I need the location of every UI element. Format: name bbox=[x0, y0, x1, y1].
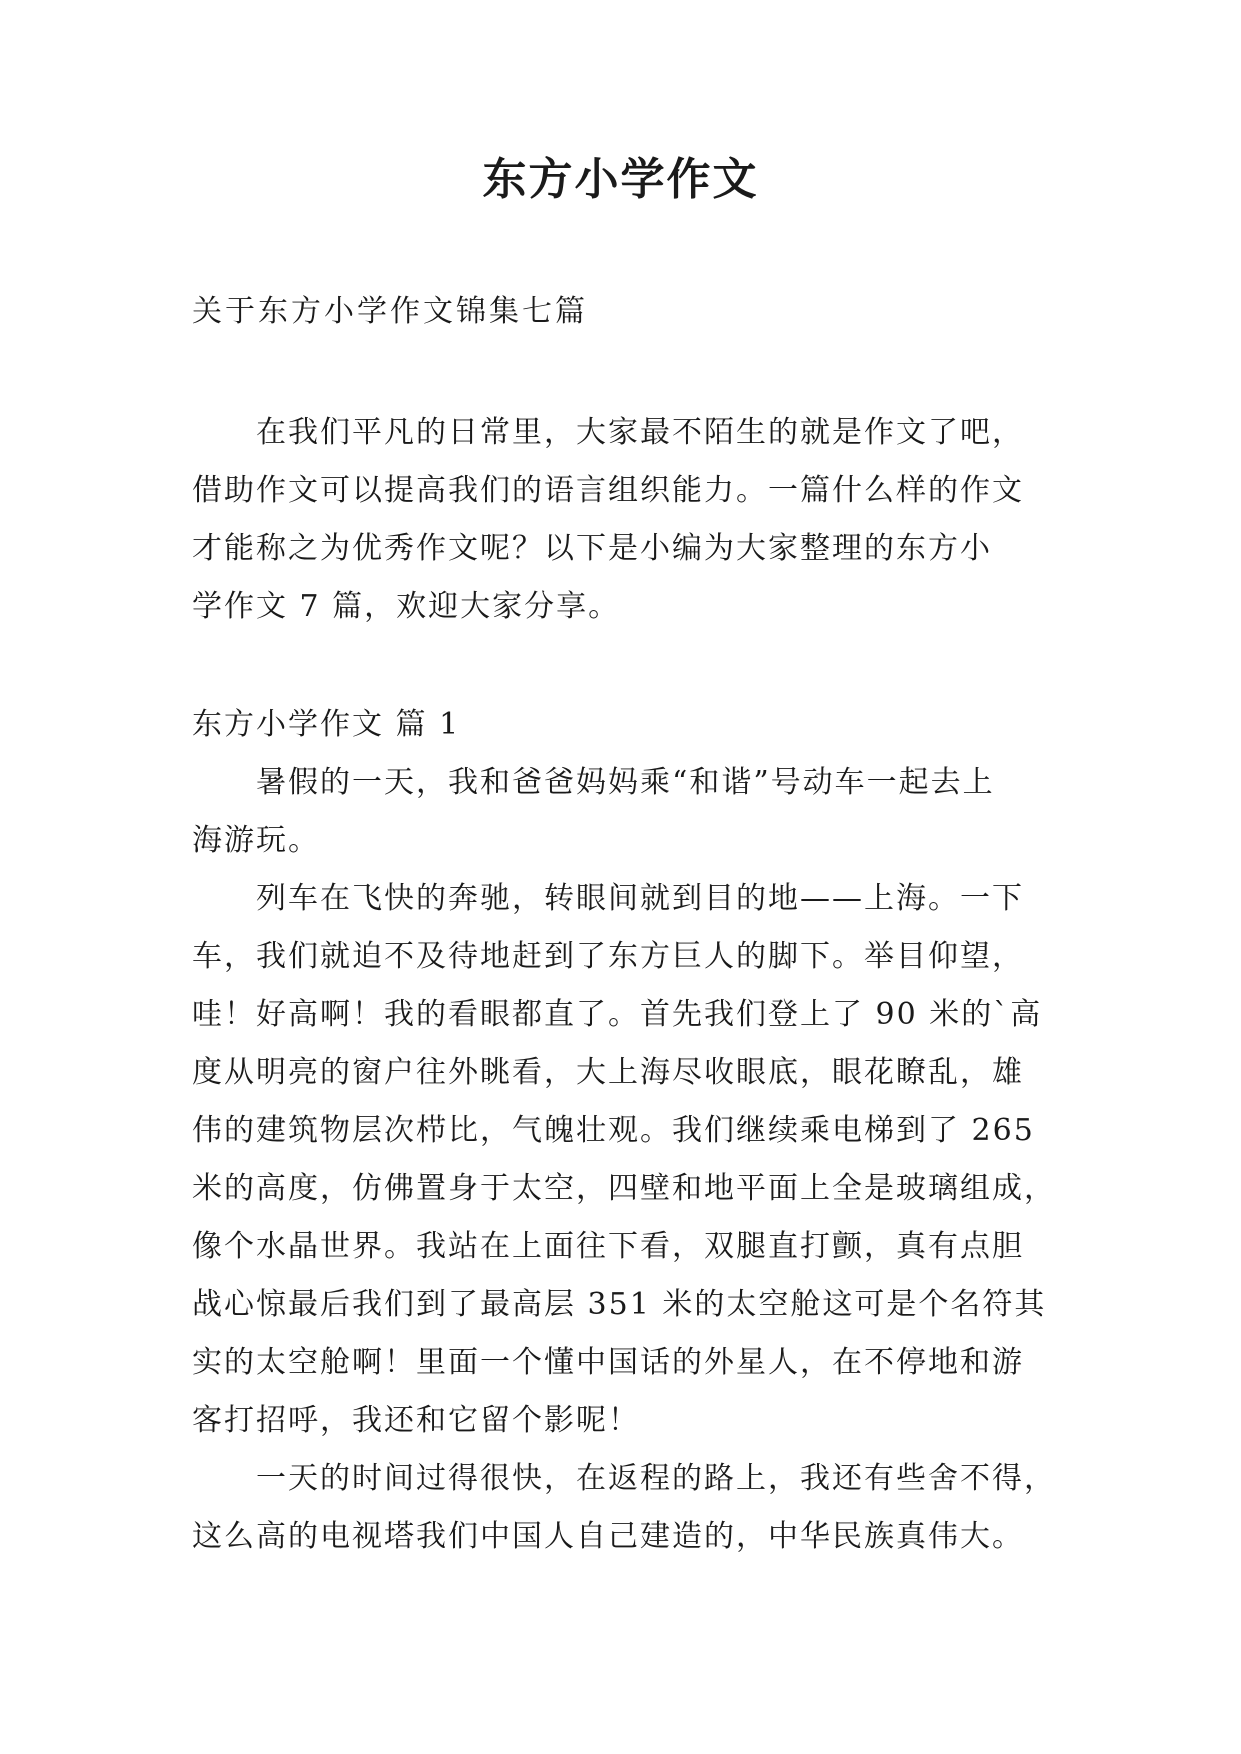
paragraph-line: 米的高度，仿佛置身于太空，四壁和地平面上全是玻璃组成， bbox=[192, 1171, 1056, 1206]
intro-line: 借助作文可以提高我们的语言组织能力。一篇什么样的作文 bbox=[192, 473, 1024, 508]
paragraph-line: 伟的建筑物层次栉比，气魄壮观。我们继续乘电梯到了 265 bbox=[192, 1113, 1035, 1148]
paragraph-line: 哇！好高啊！我的看眼都直了。首先我们登上了 90 米的`高 bbox=[192, 997, 1043, 1032]
paragraph-line: 这么高的电视塔我们中国人自己建造的，中华民族真伟大。 bbox=[192, 1519, 1024, 1554]
paragraph-line: 像个水晶世界。我站在上面往下看，双腿直打颤，真有点胆 bbox=[192, 1229, 1024, 1264]
paragraph-line: 度从明亮的窗户往外眺看，大上海尽收眼底，眼花瞭乱，雄 bbox=[192, 1055, 1024, 1090]
paragraph-line: 实的太空舱啊！里面一个懂中国话的外星人，在不停地和游 bbox=[192, 1345, 1024, 1380]
intro-line: 学作文 7 篇，欢迎大家分享。 bbox=[192, 589, 621, 624]
paragraph-line: 车，我们就迫不及待地赶到了东方巨人的脚下。举目仰望， bbox=[192, 939, 1024, 974]
essay-paragraph bbox=[192, 870, 1072, 1450]
intro-line: 才能称之为优秀作文呢？以下是小编为大家整理的东方小 bbox=[192, 531, 992, 566]
intro-paragraph bbox=[192, 404, 1072, 636]
paragraph-line: 一天的时间过得很快，在返程的路上，我还有些舍不得， bbox=[256, 1461, 1056, 1496]
intro-line: 在我们平凡的日常里，大家最不陌生的就是作文了吧， bbox=[256, 415, 1024, 450]
paragraph-line: 暑假的一天，我和爸爸妈妈乘“和谐”号动车一起去上 bbox=[256, 765, 995, 800]
document-subtitle: 关于东方小学作文锦集七篇 bbox=[192, 294, 588, 329]
paragraph-line: 客打招呼，我还和它留个影呢！ bbox=[192, 1403, 640, 1438]
paragraph-line: 战心惊最后我们到了最高层 351 米的太空舱这可是个名符其 bbox=[192, 1287, 1047, 1322]
essay-paragraph bbox=[192, 754, 1072, 870]
paragraph-line: 列车在飞快的奔驰，转眼间就到目的地——上海。一下 bbox=[256, 881, 1024, 916]
document-title: 东方小学作文 bbox=[482, 154, 759, 205]
essay-paragraph bbox=[192, 1450, 1072, 1566]
section-heading: 东方小学作文 篇 1 bbox=[192, 707, 461, 742]
paragraph-line: 海游玩。 bbox=[192, 823, 320, 858]
essay-section bbox=[192, 696, 1072, 1566]
